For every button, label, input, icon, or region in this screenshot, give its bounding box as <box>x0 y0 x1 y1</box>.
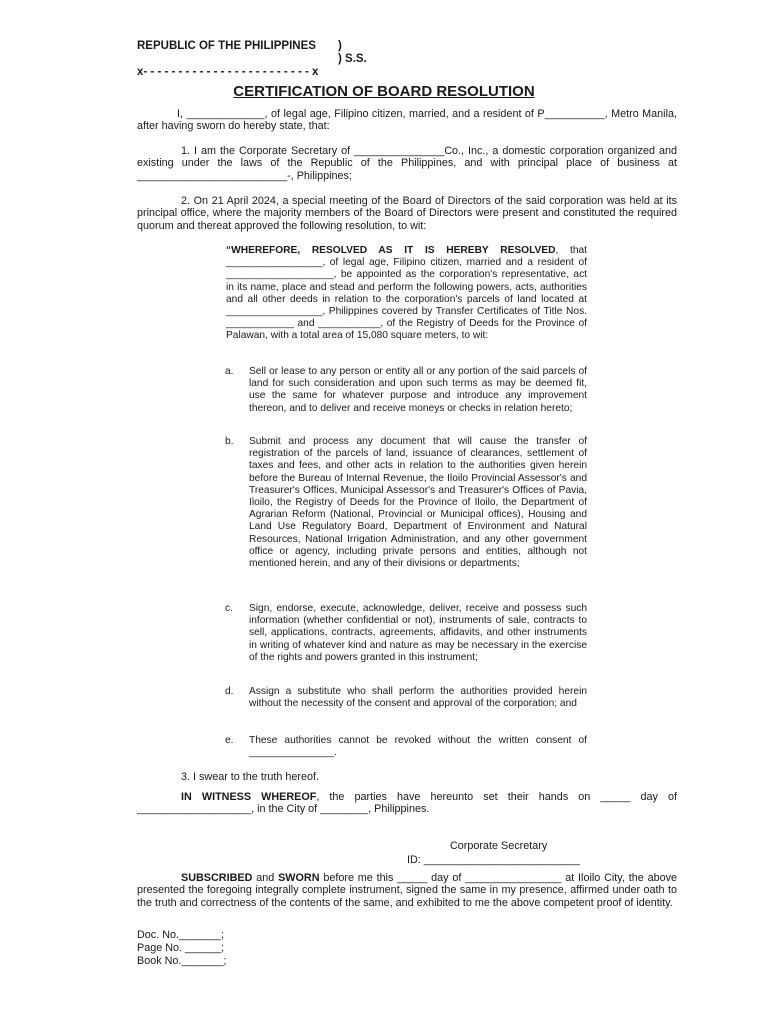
signatory-role: Corporate Secretary <box>450 840 548 852</box>
witness-lead: IN WITNESS WHEREOF <box>181 791 317 803</box>
document-title-text: CERTIFICATION OF BOARD RESOLUTION <box>233 83 535 100</box>
resolution-text: , that _________________, of legal age, Filipino citizen, married and a resident of ___________________, be appointed as the corporation's representative, act in its name, place and stead and perform the following powers, acts, authorities and all other deeds in relation to the corporation's parcels of land located at _________________, Philippines covered by Transfer Certificates of Title Nos. ____________ and ___________, of the Registry of Deeds for the Province of Palawan, with a total area of 15,080 square meters, to wit: <box>226 245 587 342</box>
witness-clause <box>137 791 677 816</box>
power-item-text: Assign a substitute who shall perform the authorities provided herein without the necessity of the consent and approval of the corporation; and <box>249 686 587 710</box>
venue-x-line: x- - - - - - - - - - - - - - - - - - - - - - - - x <box>137 66 319 78</box>
book-number-line: Book No._______; <box>137 955 227 967</box>
signatory-id-line: ID: __________________________ <box>407 854 580 866</box>
power-item-text: Sign, endorse, execute, acknowledge, deliver, receive and possess such information (whether confidential or not), instruments of sale, contracts to sell, applications, contracts, agreements, affidavits, and other instruments in writing of whatever kind and nature as may be necessary in the exercise of the rights and powers granted in this instrument; <box>249 603 587 663</box>
resolution-block <box>226 245 587 343</box>
paragraph-1: 1. I am the Corporate Secretary of _______________Co., Inc., a domestic corporation organized and existing under the laws of the Republic of the Philippines, and with principal place of business at _________________________-, Philippines; <box>137 145 677 182</box>
power-item <box>225 366 587 415</box>
venue-paren: ) <box>338 40 342 52</box>
intro-paragraph: I, _____________, of legal age, Filipino citizen, married, and a resident of P__________, Metro Manila, after having sworn do hereby state, that: <box>137 108 677 133</box>
document-title <box>0 83 768 100</box>
republic-heading: REPUBLIC OF THE PHILIPPINES <box>137 40 316 52</box>
power-item-label: a. <box>225 366 234 377</box>
jurat-text: before me this _____ day of ________________ at Iloilo City, the above presented the foregoing integrally complete instrument, signed the same in my presence, affirmed under oath to the truth and correctness of the contents of the same, and exhibited to me the above competent proof of identity. <box>137 872 678 909</box>
doc-number-line: Doc. No._______; <box>137 929 225 941</box>
power-item-label: b. <box>225 436 234 447</box>
jurat-sworn: SWORN <box>278 872 320 884</box>
power-item <box>225 686 587 710</box>
power-item <box>225 735 587 759</box>
power-item <box>225 436 587 570</box>
power-item-text: These authorities cannot be revoked without the written consent of _______________. <box>249 735 587 759</box>
witness-text: , the parties have hereunto set their hands on _____ day of ___________________, in the City of ________, Philippines. <box>137 791 677 816</box>
paragraph-2: 2. On 21 April 2024, a special meeting of the Board of Directors of the said corporation was held at its principal office, where the majority members of the Board of Directors were present and constituted the required quorum and thereat approved the following resolution, to wit: <box>137 195 677 232</box>
jurat-paragraph <box>137 872 677 909</box>
power-item-label: e. <box>225 735 234 746</box>
power-item-label: d. <box>225 686 234 697</box>
ss-marker: ) S.S. <box>338 53 367 65</box>
power-item <box>225 603 587 664</box>
jurat-and: and <box>252 872 279 884</box>
page-number-line: Page No. ______; <box>137 942 225 954</box>
paragraph-3: 3. I swear to the truth hereof. <box>181 771 320 783</box>
jurat-subscribed: SUBSCRIBED <box>181 872 253 884</box>
power-item-text: Sell or lease to any person or entity all or any portion of the said parcels of land for such consideration and upon such terms as may be deemed fit, use the same for whatever purpose and introduce any improvement thereon, and to deliver and receive moneys or checks in relation hereto; <box>249 366 587 414</box>
resolution-lead: “WHEREFORE, RESOLVED AS IT IS HEREBY RESOLVED <box>226 245 556 256</box>
power-item-text: Submit and process any document that will cause the transfer of registration of the parcels of land, issuance of clearances, settlement of taxes and fees, and other acts in relation to the authorities given herein before the Bureau of Internal Revenue, the Iloilo Provincial Assessor's and Treasurer's Offices, Municipal Assessor's and Treasurer's Offices of Pavia, Iloilo, the Registry of Deeds for the Province of Iloilo, the Department of Agrarian Reform (National, Provincial or Municipal offices), Housing and Land Use Regulatory Board, Department of Environment and Natural Resources, National Irrigation Administration, and any other government office or agency, including private persons and entities, although not mentioned herein, and any of their divisions or departments; <box>249 436 587 570</box>
power-item-label: c. <box>225 603 233 614</box>
